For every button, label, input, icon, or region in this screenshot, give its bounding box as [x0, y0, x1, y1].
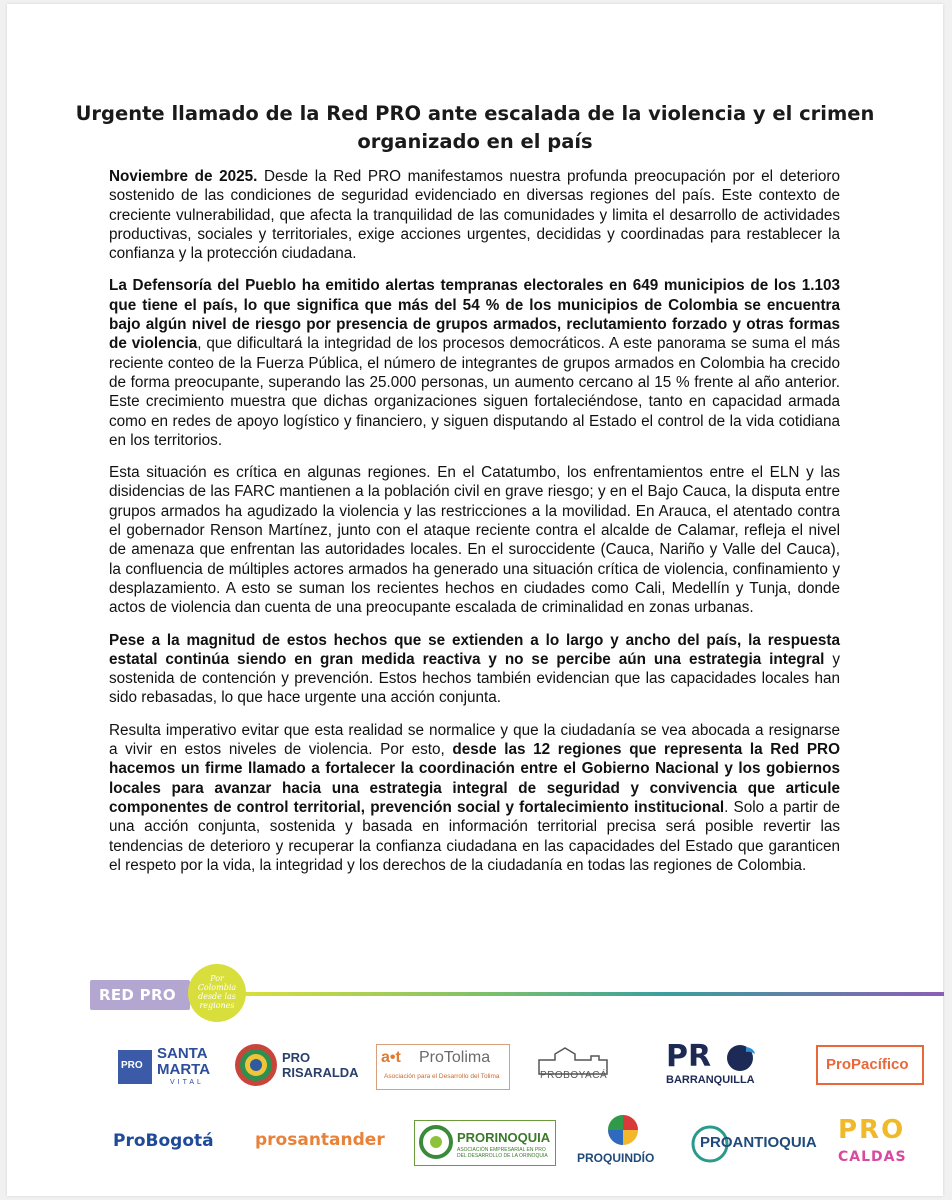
document-title: Urgente llamado de la Red PRO ante escalada de la violencia y el crimen organizado en el país — [75, 102, 875, 153]
paragraph-bold: La Defensoría del Pueblo ha emitido alertas tempranas electorales en 649 municipios de los 1.103 que tiene el país, lo que significa que más del 54 % de los municipios de Colombia se encuentra bajo algún nivel de riesgo por presencia de grupos armados, reclutamiento forzado y otras formas de violencia — [109, 277, 840, 353]
procaldas-name: CALDAS — [838, 1149, 907, 1165]
barranquilla-name: BARRANQUILLA — [666, 1074, 755, 1086]
protolima-mark: a•t — [381, 1049, 401, 1066]
santa-marta-line3: VITAL — [170, 1079, 204, 1086]
barranquilla-pro: PR — [666, 1039, 712, 1074]
paragraph-text: Resulta imperativo evitar que esta realidad se normalice y que la ciudadanía se vea abocada a resignarse a vivir en estos niveles de violencia. Por esto, — [109, 721, 840, 759]
santa-marta-line1: SANTA — [157, 1045, 208, 1062]
santa-marta-line2: MARTA — [157, 1061, 211, 1078]
paragraph-bold: desde las 12 regiones que representa la Red PRO hacemos un firme llamado a fortalecer la coordinación entre el Gobierno Nacional y los gobiernos locales para avanzar hacia una estrategia integral de seguridad y convivencia que articule componentes de control territorial, prevención social y fortalecimiento institucional — [109, 741, 840, 816]
prorinoquia-leaf-icon — [419, 1125, 453, 1159]
protolima-sub: Asociación para el Desarrollo del Tolima — [384, 1073, 500, 1080]
red-pro-footer-band — [84, 962, 944, 1028]
propacifico-name: ProPacífico — [826, 1056, 909, 1073]
paragraph-text: . Solo a partir de una acción conjunta, sostenida y basada en información territorial precisa será posible revertir las tendencias de deterioro y recuperar la confianza ciudadana en las capacidades del Estado que garanticen el respeto por la vida, la integridad y los derechos de la ciudadanía en todas las regiones de Colombia. — [109, 798, 840, 874]
procaldas-pro: PRO — [838, 1115, 906, 1145]
paragraph-4 — [109, 631, 840, 708]
red-pro-brand: RED PRO — [99, 986, 176, 1004]
tagline-text: Por Colombia desde las regiones — [197, 974, 237, 1010]
protolima-name: ProTolima — [419, 1049, 491, 1066]
proquindio-emblem-icon — [606, 1113, 640, 1149]
santa-marta-pro: PRO — [121, 1060, 143, 1071]
paragraph-text: y sostenida de contención y prevención. Estos hechos también evidencian que las capacidades locales han sido rebasadas, lo que hace urgente una acción conjunta. — [109, 650, 840, 707]
proboyaca-name: PROBOYACÁ — [540, 1070, 608, 1081]
paragraph-1 — [109, 167, 840, 263]
proquindio-name: PROQUINDÍO — [577, 1151, 655, 1165]
prorinoquia-sub: ASOCIACIÓN EMPRESARIAL EN PRO DEL DESARROLLO DE LA ORINOQUIA — [457, 1147, 548, 1159]
paragraph-bold: Pese a la magnitud de estos hechos que se extienden a lo largo y ancho del país, la respuesta estatal continúa siendo en gran medida reactiva y no se percibe aún una estrategia integral — [109, 631, 840, 668]
proantioquia-name: PROANTIOQUIA — [700, 1134, 817, 1151]
risaralda-pro: PRO — [282, 1050, 311, 1065]
risaralda-emblem-icon — [234, 1043, 278, 1087]
gradient-divider — [244, 992, 944, 996]
paragraph-text: Desde la Red PRO manifestamos nuestra profunda preocupación por el deterioro sostenido de las condiciones de seguridad evidenciado en diversas regiones del país. Este contexto de creciente vulnerabilidad, que afecta la tranquilidad de las comunidades y limita el desarrollo de actividades productivas, sociales y territoriales, exige acciones urgentes, decididas y coordinadas para restablecer la confianza y la protección ciudadana. — [109, 168, 840, 263]
paragraph-3 — [109, 463, 840, 617]
paragraph-5 — [109, 721, 840, 875]
logo-probogota: ProBogotá — [113, 1131, 214, 1151]
document-body — [109, 167, 840, 888]
paragraph-2 — [109, 276, 840, 450]
barranquilla-globe-icon — [724, 1044, 758, 1072]
logo-prosantander: prosantander — [255, 1130, 385, 1150]
prorinoquia-name: PRORINOQUIA — [457, 1130, 551, 1145]
paragraph-text: Esta situación es crítica en algunas regiones. En el Catatumbo, los enfrentamientos entre el ELN y las disidencias de las FARC mantienen a la población civil en grave riesgo; y en el Bajo Cauca, la disputa entre grupos armados ha agudizado la violencia y las restricciones a la movilidad. En Arauca, el atentado contra el gobernador Renson Martínez, junto con el ataque reciente contra el alcalde de Calamar, refleja el nivel de amenaza que enfrentan las autoridades locales. En el suroccidente (Cauca, Nariño y Valle del Cauca), la confluencia de múltiples actores armados ha generado una situación crítica de violencia, confinamiento y desplazamiento. A esto se suman los recientes hechos en ciudades como Cali, Medellín y Tunja, donde actos de violencia dan cuenta de una preocupante escalada de criminalidad en zonas urbanas. — [109, 464, 840, 617]
paragraph-text: , que dificultará la integridad de los procesos democráticos. A este panorama se suma el más reciente conteo de la Fuerza Pública, el número de integrantes de grupos armados en Colombia ha crecido de forma preocupante, superando las 25.000 personas, un aumento cercano al 15 % frente al año anterior. Este crecimiento muestra que dichas organizaciones siguen fortaleciéndose, tanto en capacidad armada como en redes de apoyo logístico y financiero, y siguen disputando al Estado el control de la vida cotidiana en los territorios. — [109, 335, 840, 449]
paragraph-date: Noviembre de 2025. — [109, 168, 258, 185]
risaralda-name: RISARALDA — [282, 1065, 359, 1080]
